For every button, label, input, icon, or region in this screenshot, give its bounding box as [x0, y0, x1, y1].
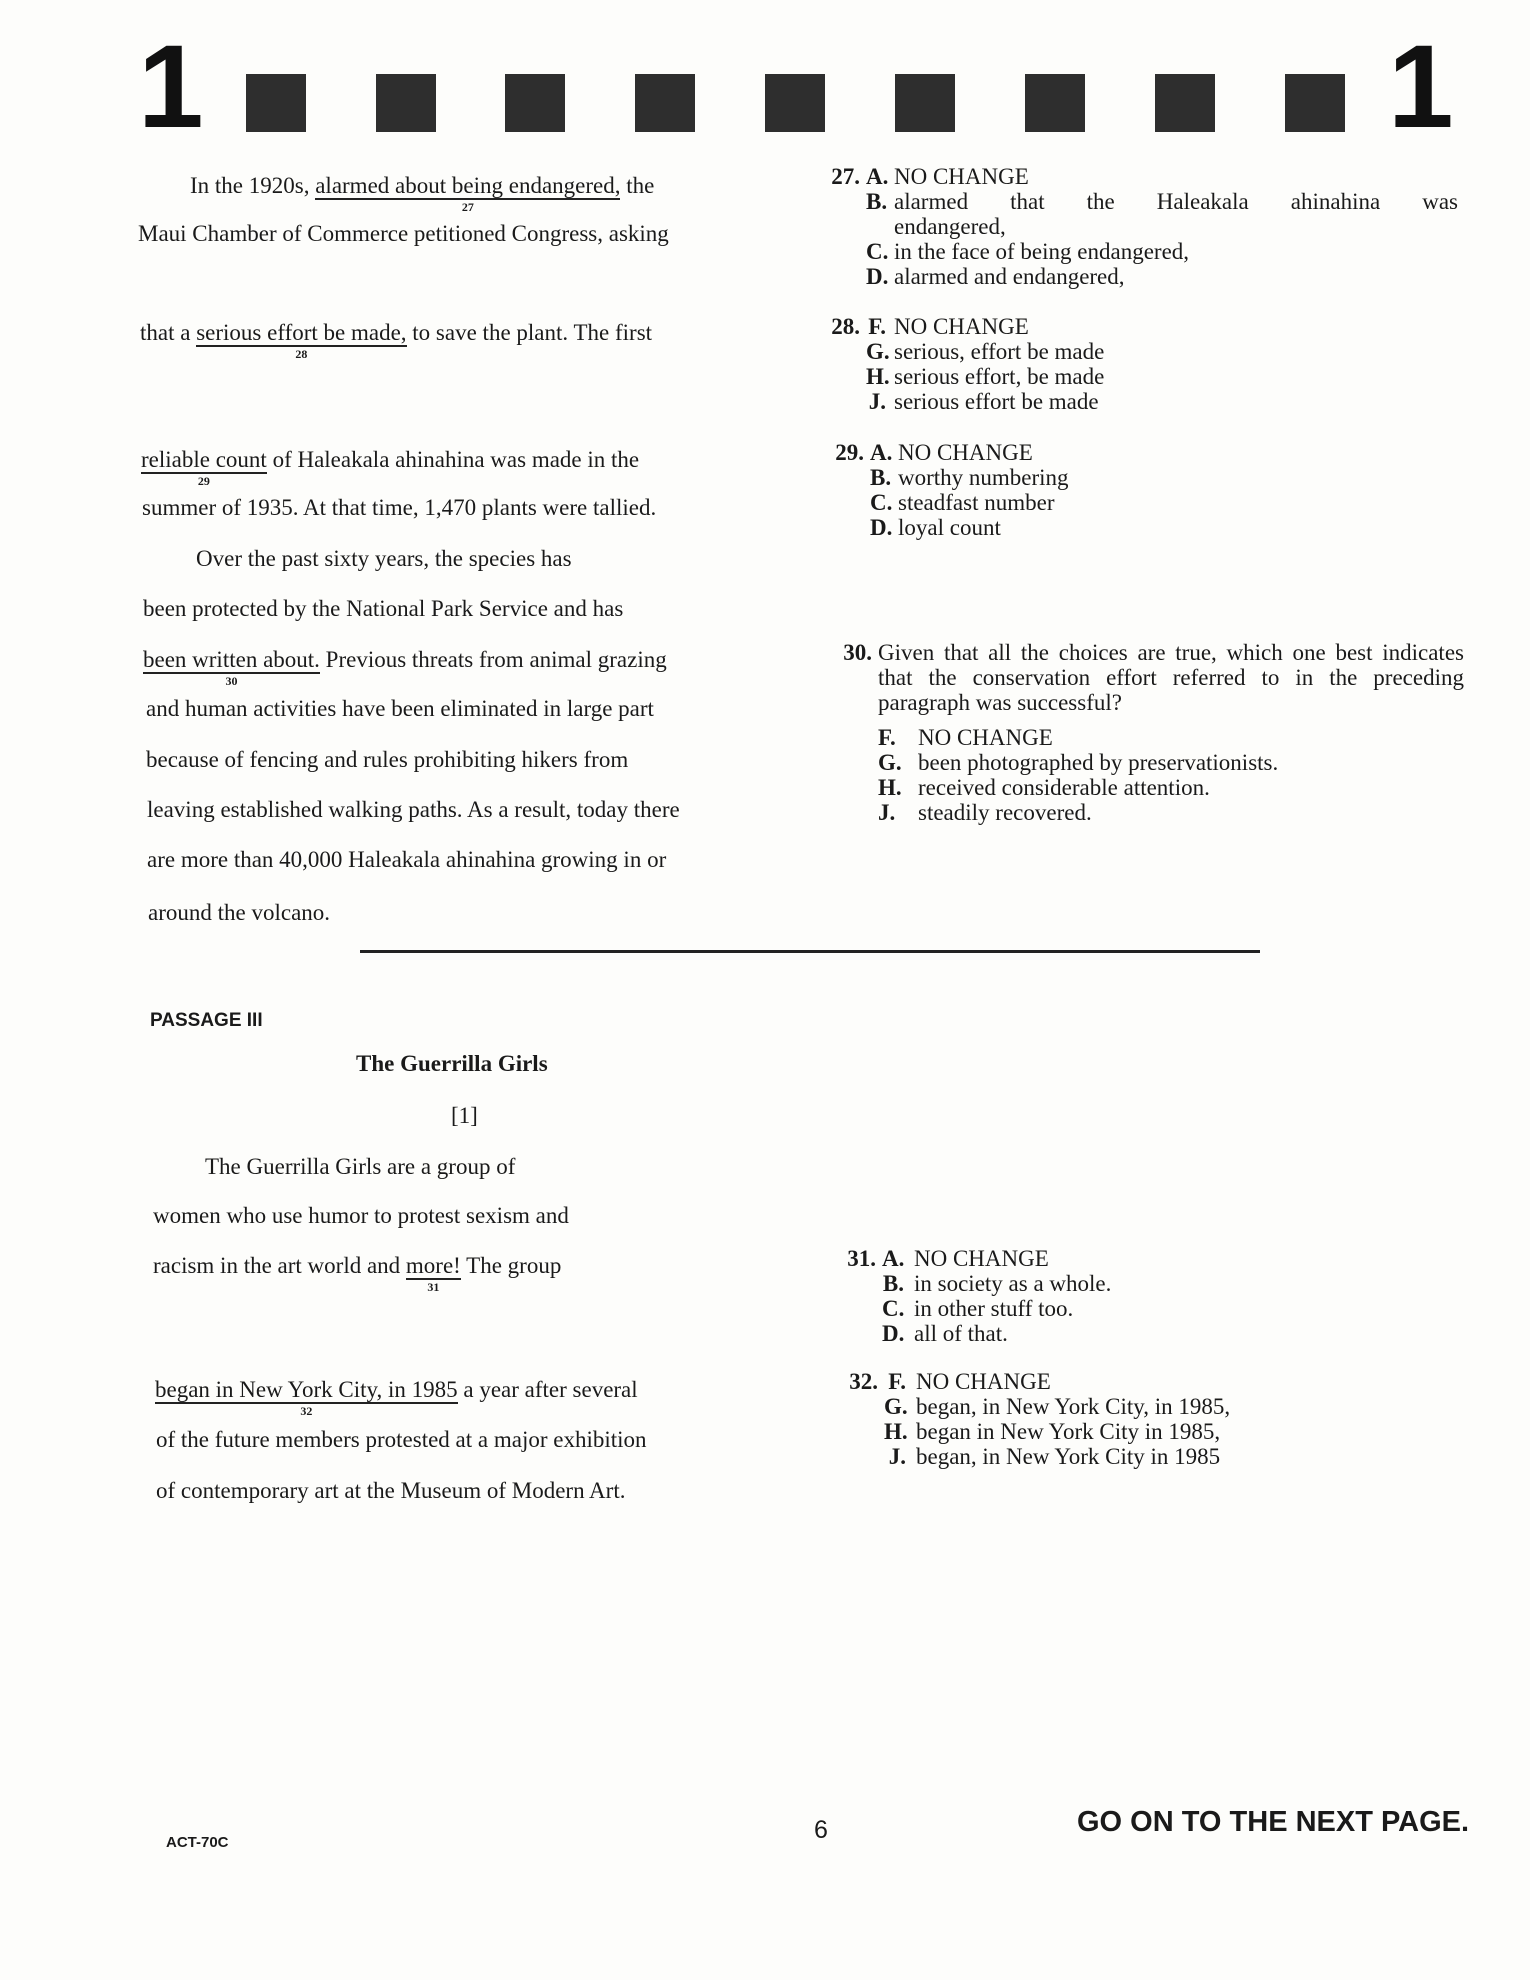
answer-option[interactable]: [820, 339, 1320, 364]
header-block: [1155, 74, 1215, 132]
answer-option[interactable]: [836, 1321, 1336, 1346]
passage-line: [146, 748, 628, 771]
option-text: worthy numbering: [898, 465, 1069, 490]
underlined-portion-29[interactable]: reliable count 29: [141, 447, 267, 488]
passage-line: [146, 697, 654, 720]
passage-text: to save the plant. The first: [406, 320, 653, 345]
answer-option[interactable]: [828, 725, 1464, 750]
passage-text: Previous threats from animal grazing: [319, 647, 667, 672]
passage-text: Over the past sixty years, the species has: [196, 546, 572, 571]
option-text: in other stuff too.: [914, 1296, 1074, 1321]
passage-line: [148, 901, 330, 924]
answer-option[interactable]: [824, 490, 1324, 515]
option-text: serious, effort be made: [894, 339, 1105, 364]
question-marker-29: 29: [197, 474, 210, 488]
passage-text: because of fencing and rules prohibiting hikers from: [146, 747, 629, 772]
passage-line: [153, 1204, 569, 1227]
option-letter: H.: [884, 1419, 908, 1444]
option-letter: C.: [870, 490, 893, 515]
option-text: began in New York City in 1985,: [916, 1419, 1221, 1444]
option-text: NO CHANGE: [914, 1246, 1049, 1271]
option-text: steadily recovered.: [918, 800, 1092, 825]
answer-option[interactable]: [838, 1419, 1358, 1444]
option-text: alarmed and endangered,: [894, 264, 1125, 289]
passage-text: a year after several: [457, 1377, 638, 1402]
question-27: [820, 164, 1458, 289]
form-code: ACT-70C: [166, 1834, 229, 1851]
header-block: [505, 74, 565, 132]
page-number: 6: [814, 1816, 828, 1844]
option-text-continued: endangered,: [894, 214, 1006, 239]
question-29: [824, 440, 1324, 540]
answer-option[interactable]: [820, 239, 1458, 264]
answer-option[interactable]: [820, 264, 1458, 289]
question-32: [838, 1369, 1358, 1469]
header-block: [1025, 74, 1085, 132]
option-letter: F.: [878, 725, 896, 750]
passage-text: of the future members protested at a major exhibition: [156, 1427, 647, 1452]
passage-text: Maui Chamber of Commerce petitioned Congress, asking: [138, 221, 669, 246]
underlined-portion-28[interactable]: serious effort be made, 28: [196, 320, 407, 361]
question-30: [828, 640, 1464, 825]
option-text: NO CHANGE: [894, 314, 1029, 339]
answer-option[interactable]: [820, 364, 1320, 389]
header-block: [765, 74, 825, 132]
answer-option[interactable]: [836, 1246, 1336, 1271]
passage-line: [156, 1479, 625, 1502]
passage-line: [155, 1377, 638, 1418]
answer-option[interactable]: [824, 440, 1324, 465]
passage-title: The Guerrilla Girls: [356, 1051, 548, 1076]
question-marker-31: 31: [427, 1280, 440, 1294]
question-marker-27: 27: [461, 200, 474, 214]
option-text: NO CHANGE: [894, 164, 1029, 189]
option-text: alarmed that the Haleakala ahinahina was: [894, 189, 1458, 214]
option-text: NO CHANGE: [916, 1369, 1051, 1394]
answer-option[interactable]: [820, 189, 1458, 239]
option-text: in the face of being endangered,: [894, 239, 1190, 264]
passage-text: leaving established walking paths. As a result, today there: [147, 797, 680, 822]
option-letter: H.: [866, 364, 890, 389]
passage-line: [153, 1253, 562, 1294]
passage-text: of contemporary art at the Museum of Modern Art.: [156, 1478, 626, 1503]
question-number: 29.: [835, 440, 864, 465]
option-text: received considerable attention.: [918, 775, 1210, 800]
option-text: NO CHANGE: [898, 440, 1033, 465]
passage-line: [147, 848, 666, 871]
underlined-portion-31[interactable]: more! 31: [405, 1253, 461, 1294]
option-text: began, in New York City, in 1985,: [916, 1394, 1231, 1419]
question-stem: Given that all the choices are true, which one best indicates that the conservation effort referred to in the preceding paragraph was successful?: [878, 640, 1464, 715]
answer-option[interactable]: [838, 1369, 1358, 1394]
option-letter: B.: [882, 1271, 904, 1296]
passage-text: The group: [460, 1253, 562, 1278]
passage-text: of Haleakala ahinahina was made in the: [266, 447, 640, 472]
question-number: 32.: [849, 1369, 878, 1394]
answer-option[interactable]: [824, 515, 1324, 540]
question-marker-30: 30: [225, 674, 238, 688]
passage-text: The Guerrilla Girls are a group of: [205, 1154, 516, 1179]
passage-text: and human activities have been eliminated in large part: [146, 696, 654, 721]
passage-text: that a: [140, 320, 197, 345]
passage-text: are more than 40,000 Haleakala ahinahina growing in or: [147, 847, 667, 872]
option-letter: J.: [888, 1444, 906, 1469]
question-number: 28.: [831, 314, 860, 339]
answer-option[interactable]: [820, 314, 1320, 339]
passage-line: [142, 496, 656, 519]
option-letter: D.: [882, 1321, 905, 1346]
option-letter: G.: [884, 1394, 908, 1419]
passage-label: PASSAGE III: [150, 1010, 263, 1031]
passage-line: [143, 647, 667, 688]
option-text: steadfast number: [898, 490, 1055, 515]
passage-text: women who use humor to protest sexism and: [153, 1203, 569, 1228]
option-letter: A.: [866, 164, 889, 189]
passage-line: [138, 222, 669, 245]
question-number: 27.: [831, 164, 860, 189]
passage-line: [141, 447, 640, 488]
option-letter: G.: [866, 339, 890, 364]
header-block: [1285, 74, 1345, 132]
answer-option[interactable]: [836, 1271, 1336, 1296]
option-letter: A.: [882, 1246, 905, 1271]
header-block: [376, 74, 436, 132]
option-letter: C.: [882, 1296, 905, 1321]
paragraph-number: [1]: [451, 1103, 478, 1128]
next-page-instruction: GO ON TO THE NEXT PAGE.: [1077, 1806, 1470, 1838]
option-text: serious effort be made: [894, 389, 1099, 414]
answer-option[interactable]: [824, 465, 1324, 490]
question-marker-32: 32: [300, 1404, 313, 1418]
passage-divider: [360, 950, 1260, 953]
section-number-left: 1: [138, 21, 204, 153]
underlined-portion-27[interactable]: alarmed about being endangered, 27: [315, 173, 621, 214]
answer-option[interactable]: [836, 1296, 1336, 1321]
option-letter: J.: [878, 800, 896, 825]
passage-text: summer of 1935. At that time, 1,470 plants were tallied.: [142, 495, 657, 520]
option-text: began, in New York City in 1985: [916, 1444, 1221, 1469]
option-letter: G.: [878, 750, 902, 775]
option-letter: C.: [866, 239, 889, 264]
option-letter: B.: [870, 465, 892, 490]
answer-option[interactable]: [820, 389, 1320, 414]
answer-option[interactable]: [828, 750, 1464, 775]
question-number: 31.: [847, 1246, 876, 1271]
header-block: [246, 74, 306, 132]
passage-line: [156, 1428, 647, 1451]
passage-text: been protected by the National Park Service and has: [143, 596, 624, 621]
underlined-portion-32[interactable]: began in New York City, in 1985 32: [155, 1377, 458, 1418]
answer-option[interactable]: [838, 1394, 1358, 1419]
question-marker-28: 28: [295, 347, 308, 361]
passage-line: [140, 320, 653, 361]
answer-option[interactable]: [828, 775, 1464, 800]
question-28: [820, 314, 1320, 414]
option-text: NO CHANGE: [918, 725, 1053, 750]
option-letter: H.: [878, 775, 902, 800]
header-block: [635, 74, 695, 132]
answer-option[interactable]: [820, 164, 1458, 189]
answer-option[interactable]: [828, 800, 1464, 825]
passage-line: [205, 1155, 515, 1178]
underlined-portion-30[interactable]: been written about. 30: [143, 647, 320, 688]
option-letter: F.: [888, 1369, 906, 1394]
header-block: [895, 74, 955, 132]
passage-line: [190, 173, 655, 214]
section-number-right: 1: [1388, 21, 1454, 153]
option-text: serious effort, be made: [894, 364, 1105, 389]
option-letter: D.: [866, 264, 889, 289]
option-text: been photographed by preservationists.: [918, 750, 1279, 775]
option-text: all of that.: [914, 1321, 1008, 1346]
option-text: in society as a whole.: [914, 1271, 1112, 1296]
answer-option[interactable]: [838, 1444, 1358, 1469]
option-letter: F.: [868, 314, 886, 339]
option-letter: A.: [870, 440, 893, 465]
passage-line: [196, 547, 572, 570]
passage-text: racism in the art world and: [153, 1253, 406, 1278]
passage-text: the: [620, 173, 655, 198]
question-31: [836, 1246, 1336, 1346]
option-letter: J.: [868, 389, 886, 414]
option-text: loyal count: [898, 515, 1001, 540]
passage-line: [143, 597, 623, 620]
passage-text: In the 1920s,: [190, 173, 316, 198]
passage-line: [147, 798, 680, 821]
question-number: 30.: [843, 640, 872, 665]
option-letter: B.: [866, 189, 888, 214]
passage-text: around the volcano.: [148, 900, 331, 925]
option-letter: D.: [870, 515, 893, 540]
